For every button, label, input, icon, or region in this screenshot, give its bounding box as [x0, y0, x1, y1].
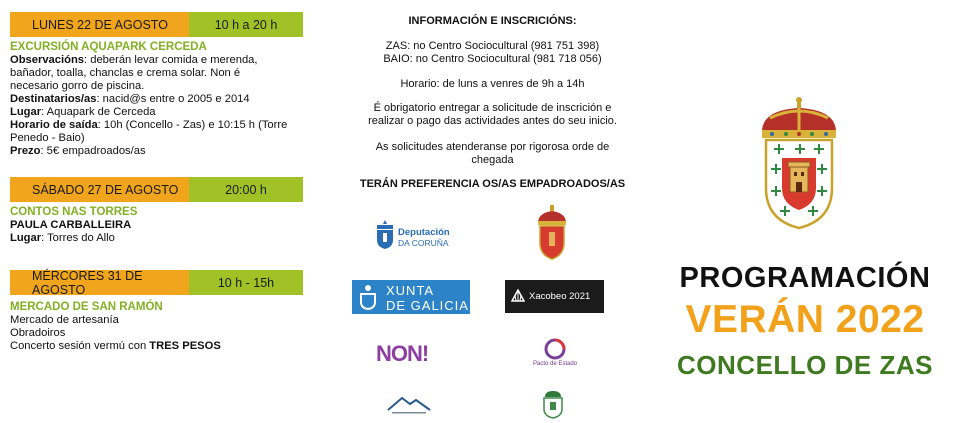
horario-text-1: : 10h (Concello - Zas) e 10:15 h (Torre [97, 119, 288, 131]
event-3-time: 10 h - 15h [189, 270, 303, 295]
deputacion-name: Deputación [398, 227, 450, 238]
event-3-title: MERCADO DE SAN RAMÓN [10, 301, 163, 313]
lugar-text: : Aquapark de Cerceda [41, 106, 156, 118]
event-2-subtitle: PAULA CARBALLEIRA [10, 219, 132, 231]
obs-text-2: bañador, toalla, chanclas e crema solar. Non é [10, 67, 241, 79]
non-logo: NON! [376, 341, 429, 366]
obs-text-3: necesario gorro de piscina. [10, 80, 145, 92]
xacobeo-text: Xacobeo 2021 [529, 291, 591, 302]
pacto-circle-icon [544, 338, 566, 360]
event-1-time: 10 h a 20 h [189, 12, 303, 37]
event-1-date: LUNES 22 DE AGOSTO [10, 12, 189, 37]
pacto-estado-logo [530, 338, 580, 374]
info-oblig-1: É obrigatorio entregar a solicitude de inscrición e [373, 102, 612, 114]
veran-title: VERÁN 2022 [685, 298, 925, 341]
event-1-title: EXCURSIÓN AQUAPARK CERCEDA [10, 41, 207, 53]
info-preferencia: TERÁN PREFERENCIA OS/AS EMPADROADOS/AS [359, 178, 626, 190]
horario-text-2: Penedo - Baio) [10, 132, 85, 144]
info-heading: INFORMACIÓN E INSCRICIÓNS: [408, 15, 577, 27]
event-2-time: 20:00 h [189, 177, 303, 202]
concello-title: CONCELLO DE ZAS [677, 350, 933, 380]
event-3-line-3: Concerto sesión vermú con [10, 340, 150, 352]
info-zas: ZAS: no Centro Sociocultural (981 751 398) [385, 40, 600, 52]
event-2-lugar-label: Lugar [10, 232, 42, 244]
event-3-band: TRES PESOS [149, 340, 221, 352]
info-horario: Horario: de luns a venres de 9h a 14h [400, 78, 585, 90]
dest-label: Destinatarios/as [10, 93, 97, 105]
xunta-line-1: XUNTA [386, 283, 435, 298]
zas-coat-of-arms-icon [756, 96, 842, 230]
event-1-details [10, 54, 310, 158]
deputacion-shield-icon [374, 218, 396, 250]
xunta-logo [352, 280, 470, 314]
obs-text-1: : deberán levar comida e merenda, [84, 54, 258, 66]
prezo-label: Prezo [10, 145, 41, 157]
event-3-date: MÉRCORES 31 DE AGOSTO [10, 270, 189, 295]
event-2-title: CONTOS NAS TORRES [10, 206, 138, 218]
prezo-text: : 5€ empadroados/as [40, 145, 146, 157]
event-2-header [10, 177, 303, 202]
xunta-emblem-icon [358, 284, 378, 310]
info-baio: BAIO: no Centro Sociocultural (981 718 056) [383, 53, 602, 65]
scallop-shell-icon [511, 289, 525, 303]
programacion-title: PROGRAMACIÓN [679, 262, 931, 294]
event-3-details [10, 314, 310, 353]
info-solic-2: chegada [471, 154, 514, 166]
xacobeo-logo [505, 280, 604, 313]
horario-label: Horario de saída [10, 119, 98, 131]
lugar-label: Lugar [10, 106, 42, 118]
event-3-line-1: Mercado de artesanía [10, 314, 119, 326]
mountain-logo-icon [386, 392, 432, 416]
small-crest-icon [541, 389, 565, 419]
event-2-date: SÁBADO 27 DE AGOSTO [10, 177, 189, 202]
zas-small-coat-of-arms-icon [534, 205, 570, 261]
pacto-text: Pacto de Estado [532, 361, 578, 367]
event-3-line-2: Obradoiros [10, 327, 66, 339]
event-2-lugar-text: : Torres do Allo [41, 232, 115, 244]
deputacion-logo [374, 218, 454, 250]
event-3-header [10, 270, 303, 295]
event-2-details [10, 219, 310, 245]
info-oblig-2: realizar o pago das actividades antes do seu inicio. [368, 115, 617, 127]
deputacion-sub: DA CORUÑA [398, 238, 449, 248]
dest-text: : nacid@s entre o 2005 e 2014 [96, 93, 250, 105]
info-solic-1: As solicitudes atenderanse por rigorosa orde de [375, 141, 610, 153]
event-1-header [10, 12, 303, 37]
xunta-line-2: DE GALICIA [386, 298, 469, 313]
obs-label: Observacións [10, 54, 84, 66]
